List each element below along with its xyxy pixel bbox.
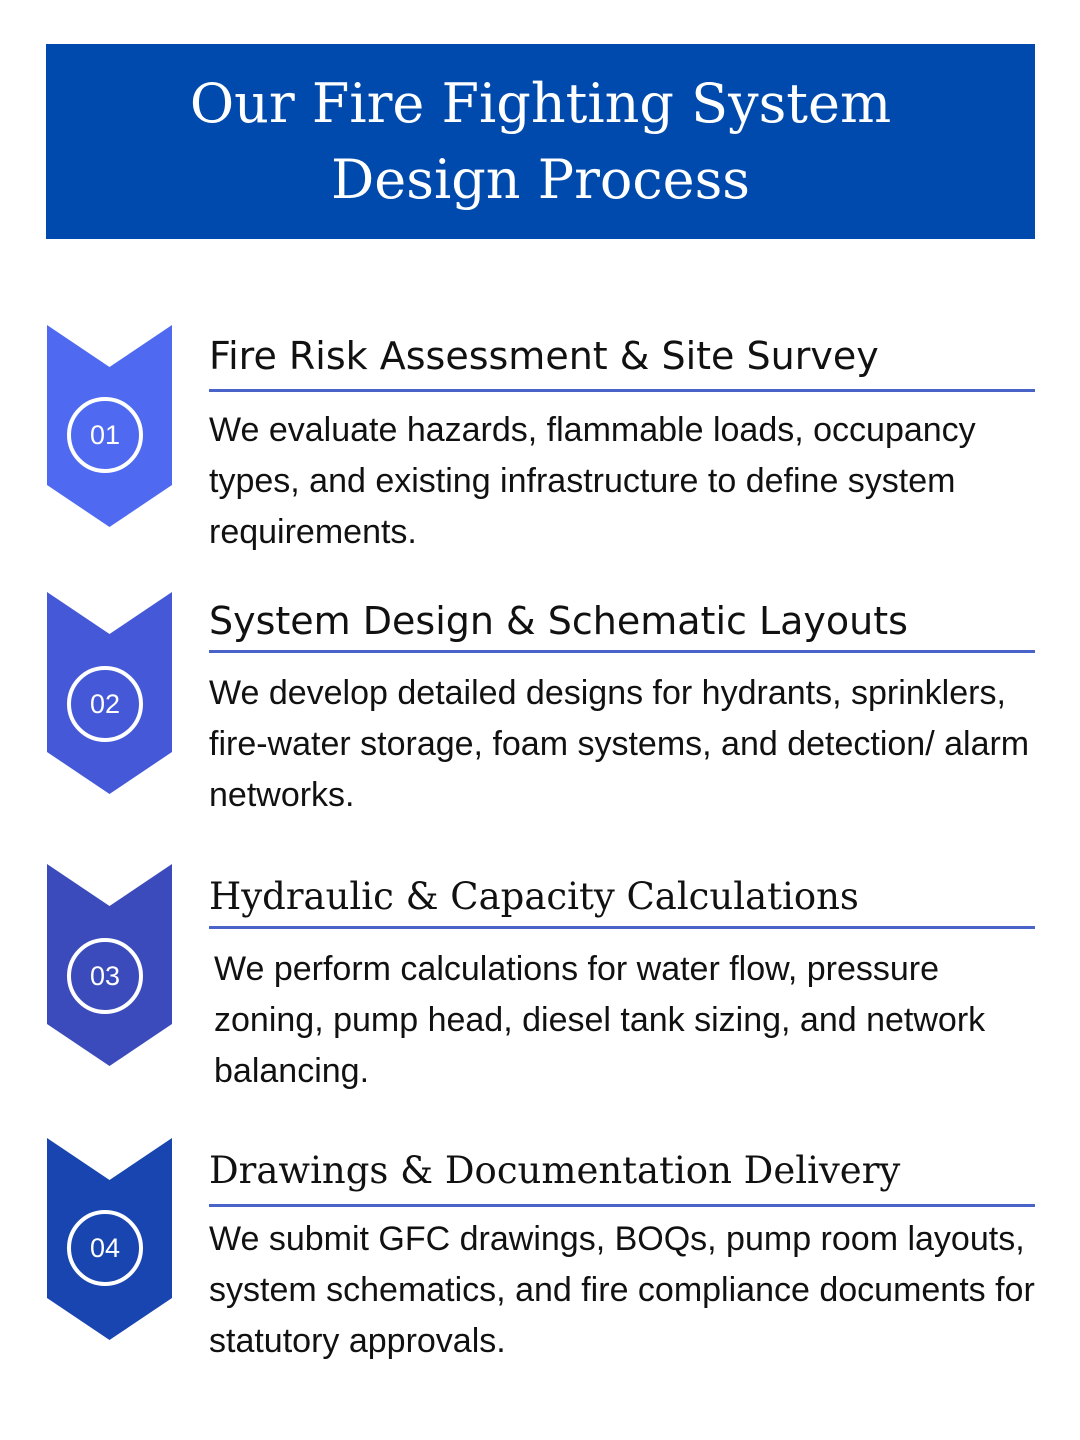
step-1-description: We evaluate hazards, flammable loads, occupancy types, and existing infrastructure to define system requirements.	[209, 411, 976, 551]
page-title-line-1: Our Fire Fighting System	[189, 71, 892, 135]
step-2-divider	[209, 650, 1035, 653]
step-3-title: Hydraulic & Capacity Calculations	[209, 875, 859, 918]
step-4-number-badge: 04	[67, 1210, 143, 1286]
step-3-number-badge: 03	[67, 938, 143, 1014]
step-1-number-badge: 01	[67, 397, 143, 473]
step-2-number-badge: 02	[67, 666, 143, 742]
title-banner	[46, 44, 1035, 239]
step-1-divider	[209, 389, 1035, 392]
step-4-description: We submit GFC drawings, BOQs, pump room layouts, system schematics, and fire compliance documents for statutory approvals.	[209, 1220, 1035, 1360]
step-3-description: We perform calculations for water flow, pressure zoning, pump head, diesel tank sizing, and network balancing.	[214, 950, 986, 1090]
step-2-title: System Design & Schematic Layouts	[209, 599, 908, 643]
step-3-divider	[209, 926, 1035, 929]
step-1-title: Fire Risk Assessment & Site Survey	[209, 334, 879, 378]
step-4-title: Drawings & Documentation Delivery	[209, 1149, 901, 1192]
step-2-description: We develop detailed designs for hydrants, sprinklers, fire-water storage, foam systems, and detection/ alarm networks.	[209, 674, 1030, 814]
page-title-line-2: Design Process	[330, 147, 751, 211]
step-4-divider	[209, 1204, 1035, 1207]
